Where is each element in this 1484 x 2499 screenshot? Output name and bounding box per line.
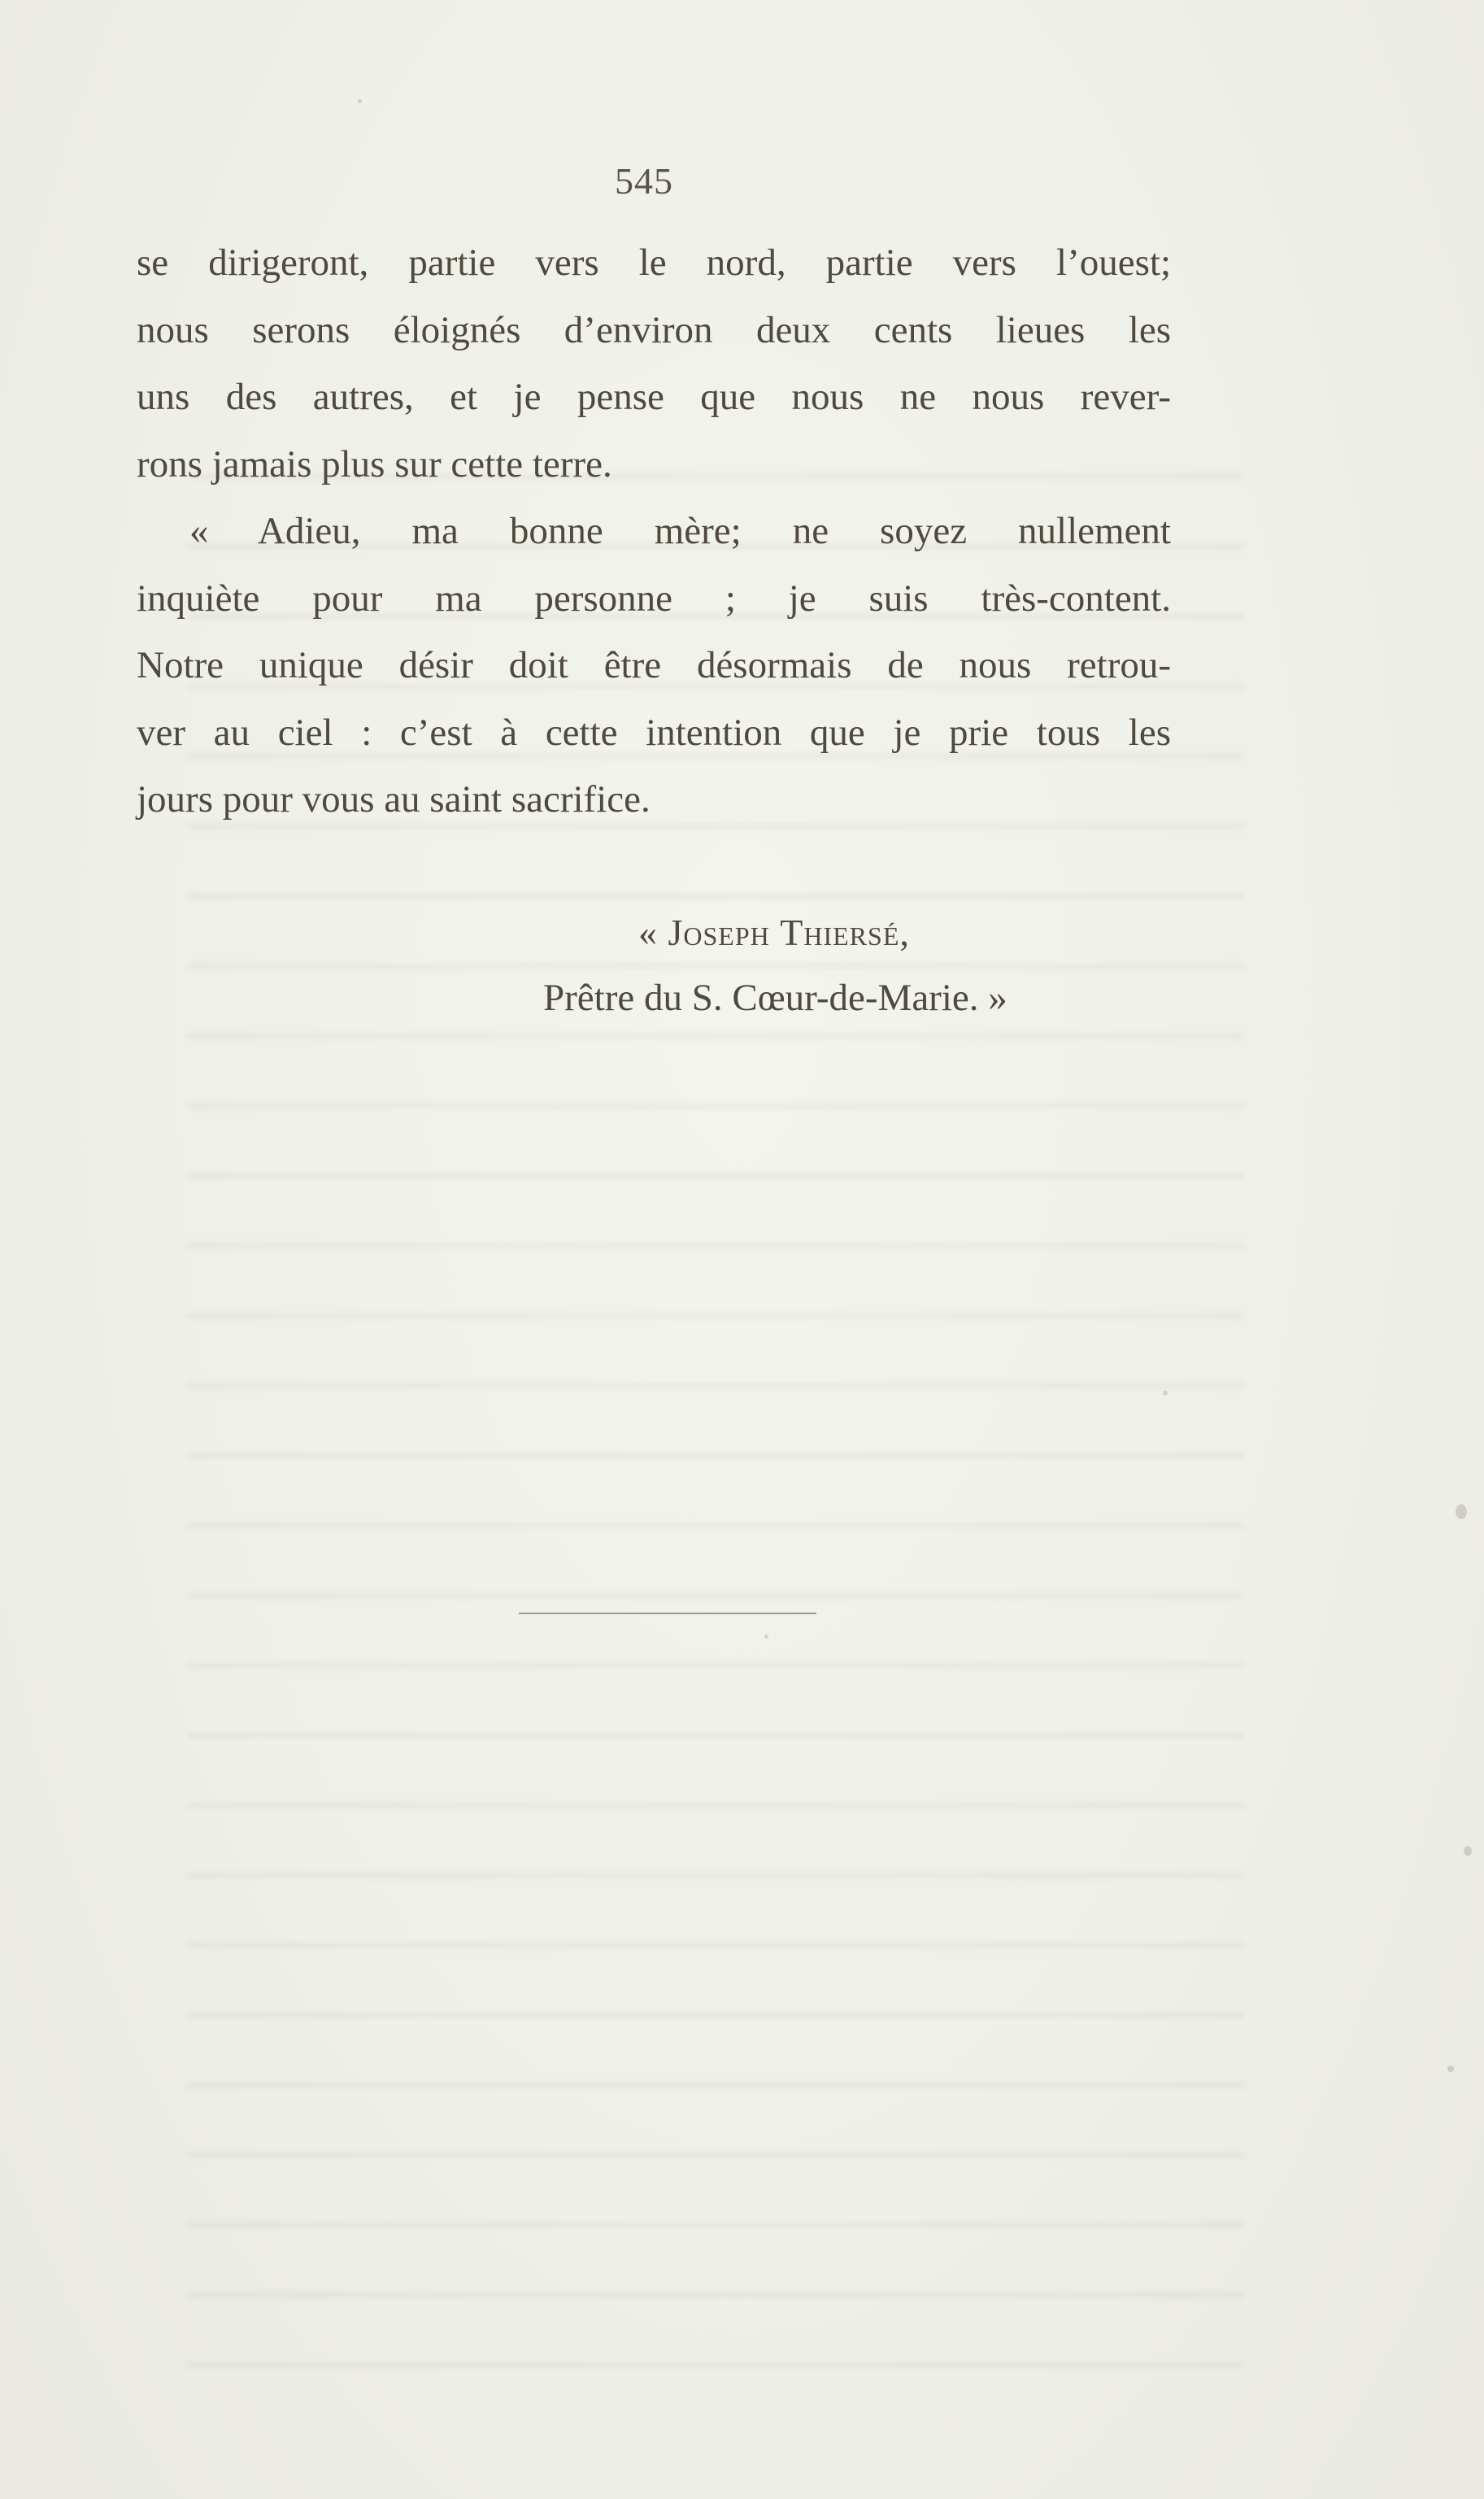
body-text [137, 229, 1171, 834]
paper-speck [1447, 2066, 1454, 2072]
paper-speck [1464, 1846, 1472, 1856]
signature-name [638, 911, 910, 954]
signature-first-name: Joseph [668, 912, 770, 953]
paper-speck [1456, 1504, 1467, 1519]
text-line: inquiète pour ma personne ; je suis très-content. [137, 577, 1171, 620]
signature-title: Prêtre du S. Cœur-de-Marie. » [543, 977, 1007, 1019]
paper-speck [1163, 1391, 1168, 1395]
closing-rule [519, 1613, 816, 1614]
text-line: jours pour vous au saint sacrifice. [137, 778, 651, 821]
paper-speck [358, 99, 362, 103]
text-line: se dirigeront, partie vers le nord, partie vers l’ouest; [137, 242, 1171, 284]
text-line: uns des autres, et je pense que nous ne nous rever- [137, 376, 1171, 418]
paper-speck [764, 1635, 768, 1639]
signature-last-name: Thiersé [780, 912, 900, 953]
text-line: rons jamais plus sur cette terre. [137, 442, 612, 485]
text-line: Notre unique désir doit être désormais de nous retrou- [137, 644, 1171, 686]
text-line: nous serons éloignés d’environ deux cents lieues les [137, 308, 1171, 351]
open-quote: « [638, 912, 658, 953]
text-line: ver au ciel : c’est à cette intention que je prie tous les [137, 711, 1171, 754]
text-line: « Adieu, ma bonne mère; ne soyez nullement [189, 510, 1171, 552]
page-number: 545 [615, 160, 673, 202]
signature-comma: , [899, 912, 910, 953]
